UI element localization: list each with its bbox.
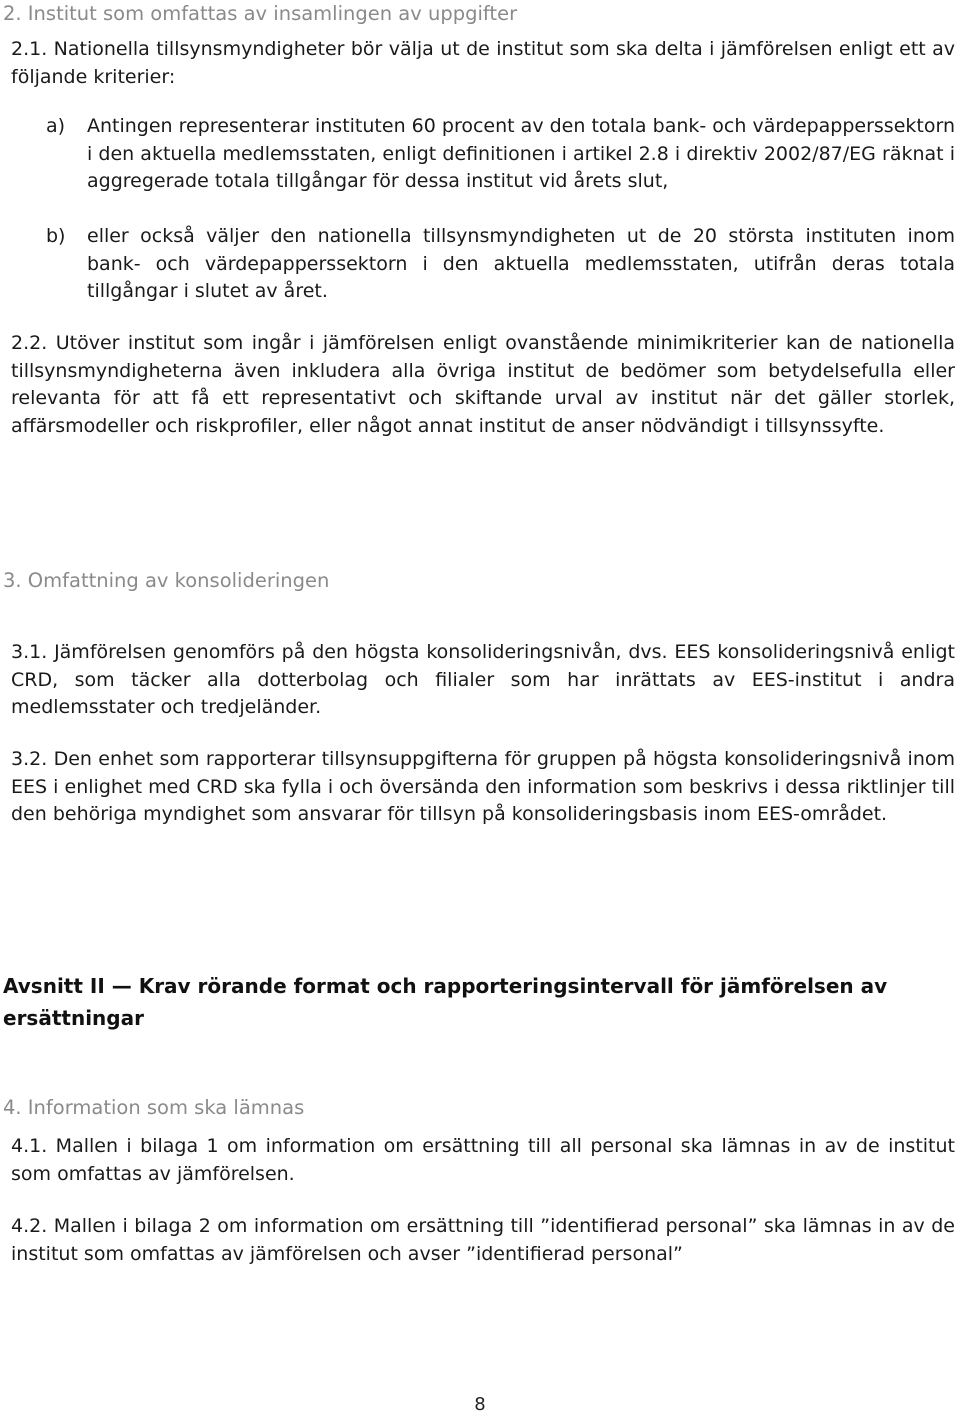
list-item-a-text: Antingen representerar instituten 60 procent av den totala bank- och värdepapperssektorn i den aktuella medlemsstaten, enligt definitionen i artikel 2.8 i direktiv 2002/87/EG räknat i aggregerade totala tillgångar för dessa institut vid årets slut, xyxy=(87,115,955,192)
paragraph-4-2: 4.2. Mallen i bilaga 2 om information om ersättning till ”identifierad personal” ska lämnas in av de institut som omfattas av jämförelsen och avser ”identifierad personal” xyxy=(11,1215,955,1265)
paragraph-4-1: 4.1. Mallen i bilaga 1 om information om ersättning till all personal ska lämnas in av de institut som omfattas av jämförelsen. xyxy=(11,1135,955,1185)
section-heading-4: 4. Information som ska lämnas xyxy=(3,1096,305,1119)
section-heading-3: 3. Omfattning av konsolideringen xyxy=(3,569,330,592)
list-item-b-text: eller också väljer den nationella tillsynsmyndigheten ut de 20 största instituten inom bank- och värdepapperssektorn i den aktuella medlemsstaten, utifrån deras totala tillgångar i slutet av året. xyxy=(87,225,955,302)
paragraph-2-2: 2.2. Utöver institut som ingår i jämförelsen enligt ovanstående minimikriterier kan de nationella tillsynsmyndigheterna även inkludera alla övriga institut de bedömer som betydelsefulla eller relevanta för att få ett representativt och skiftande urval av institut när det gäller storlek, affärsmodeller och riskprofiler, eller något annat institut de anser nödvändigt i tillsynssyfte. xyxy=(11,332,955,437)
list-marker-a: a) xyxy=(46,115,66,137)
section-heading-2: 2. Institut som omfattas av insamlingen av uppgifter xyxy=(3,2,518,25)
list-item-a xyxy=(46,113,955,196)
list-item-b xyxy=(46,223,955,306)
paragraph-3-2: 3.2. Den enhet som rapporterar tillsynsuppgifterna för gruppen på högsta konsolideringsnivå inom EES i enlighet med CRD ska fylla i och översända den information som beskrivs i dessa riktlinjer till den behöriga myndighet som ansvarar för tillsyn på konsolideringsbasis inom EES-området. xyxy=(11,748,955,825)
list-marker-b: b) xyxy=(46,225,66,247)
paragraph-2-1: 2.1. Nationella tillsynsmyndigheter bör välja ut de institut som ska delta i jämförelsen enligt ett av följande kriterier: xyxy=(11,38,955,88)
part-title: Avsnitt II — Krav rörande format och rapporteringsintervall för jämförelsen av ersättningar xyxy=(3,974,888,1030)
paragraph-3-1: 3.1. Jämförelsen genomförs på den högsta konsolideringsnivån, dvs. EES konsolideringsnivå enligt CRD, som täcker alla dotterbolag och filialer som har inrättats av EES-institut i andra medlemsstater och tredjeländer. xyxy=(11,641,955,718)
page-number: 8 xyxy=(474,1394,486,1415)
